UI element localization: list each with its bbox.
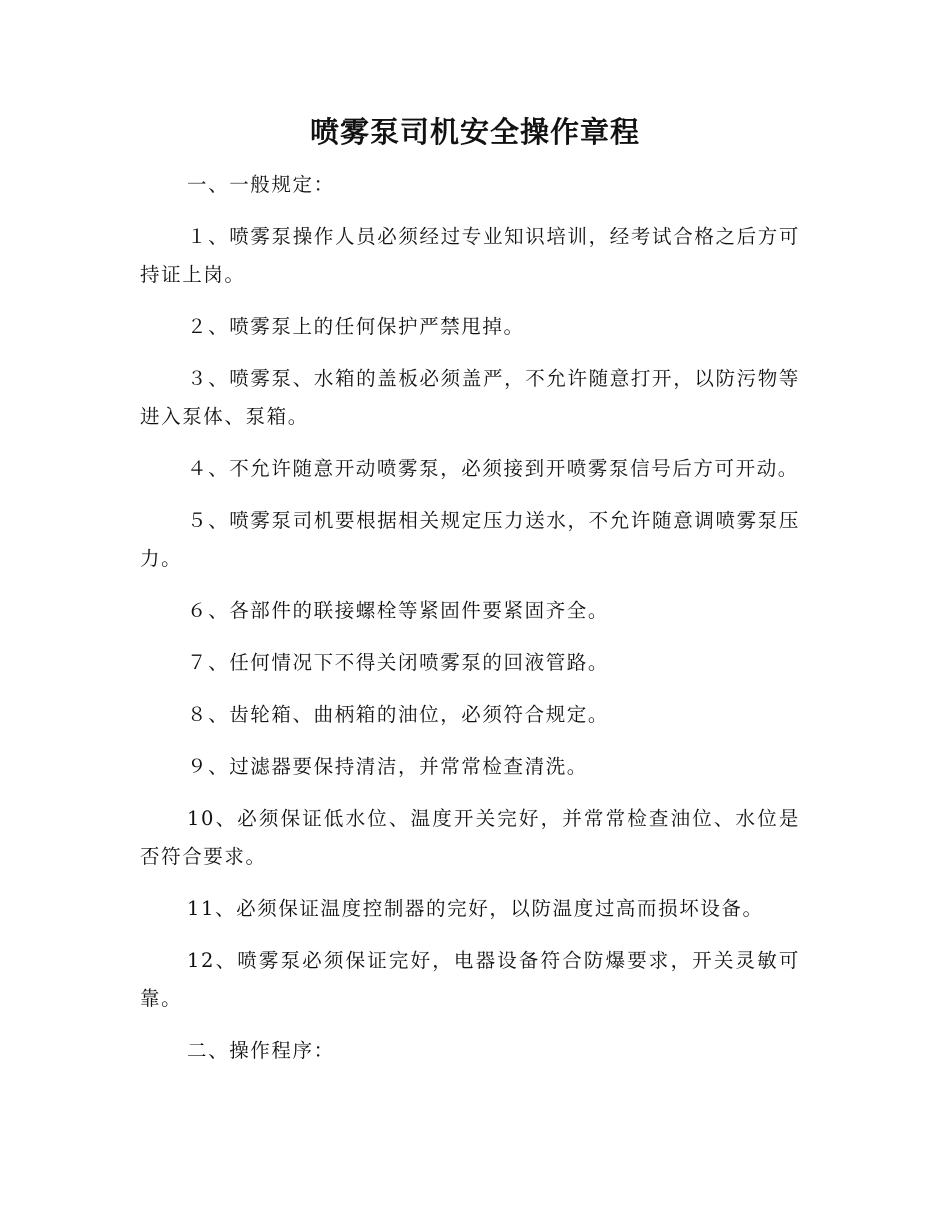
rule-item-1: １、喷雾泵操作人员必须经过专业知识培训，经考试合格之后方可持证上岗。	[140, 225, 800, 286]
document-body	[140, 166, 800, 1084]
rule-item-11: 11、必须保证温度控制器的完好，以防温度过高而损坏设备。	[187, 897, 764, 920]
section-heading-general-rules: 一、一般规定：	[187, 173, 335, 196]
section-heading-operating-procedure: 二、操作程序：	[187, 1039, 335, 1062]
rule-item-9: ９、过滤器要保持清洁，并常常检查清洗。	[187, 755, 588, 778]
rule-item-3: ３、喷雾泵、水箱的盖板必须盖严，不允许随意打开，以防污物等进入泵体、泵箱。	[140, 367, 800, 428]
rule-item-12: 12、喷雾泵必须保证完好，电器设备符合防爆要求，开关灵敏可靠。	[140, 949, 800, 1010]
rule-item-4: ４、不允许随意开动喷雾泵，必须接到开喷雾泵信号后方可开动。	[187, 457, 799, 480]
rule-item-10: 10、必须保证低水位、温度开关完好，并常常检查油位、水位是否符合要求。	[140, 807, 800, 868]
rule-item-7: ７、任何情况下不得关闭喷雾泵的回液管路。	[187, 651, 610, 674]
document-title: 喷雾泵司机安全操作章程	[309, 115, 640, 149]
rule-item-2: ２、喷雾泵上的任何保护严禁甩掉。	[187, 315, 525, 338]
rule-item-8: ８、齿轮箱、曲柄箱的油位，必须符合规定。	[187, 703, 610, 726]
rule-item-5: ５、喷雾泵司机要根据相关规定压力送水，不允许随意调喷雾泵压力。	[140, 509, 800, 570]
rule-item-6: ６、各部件的联接螺栓等紧固件要紧固齐全。	[187, 599, 610, 622]
